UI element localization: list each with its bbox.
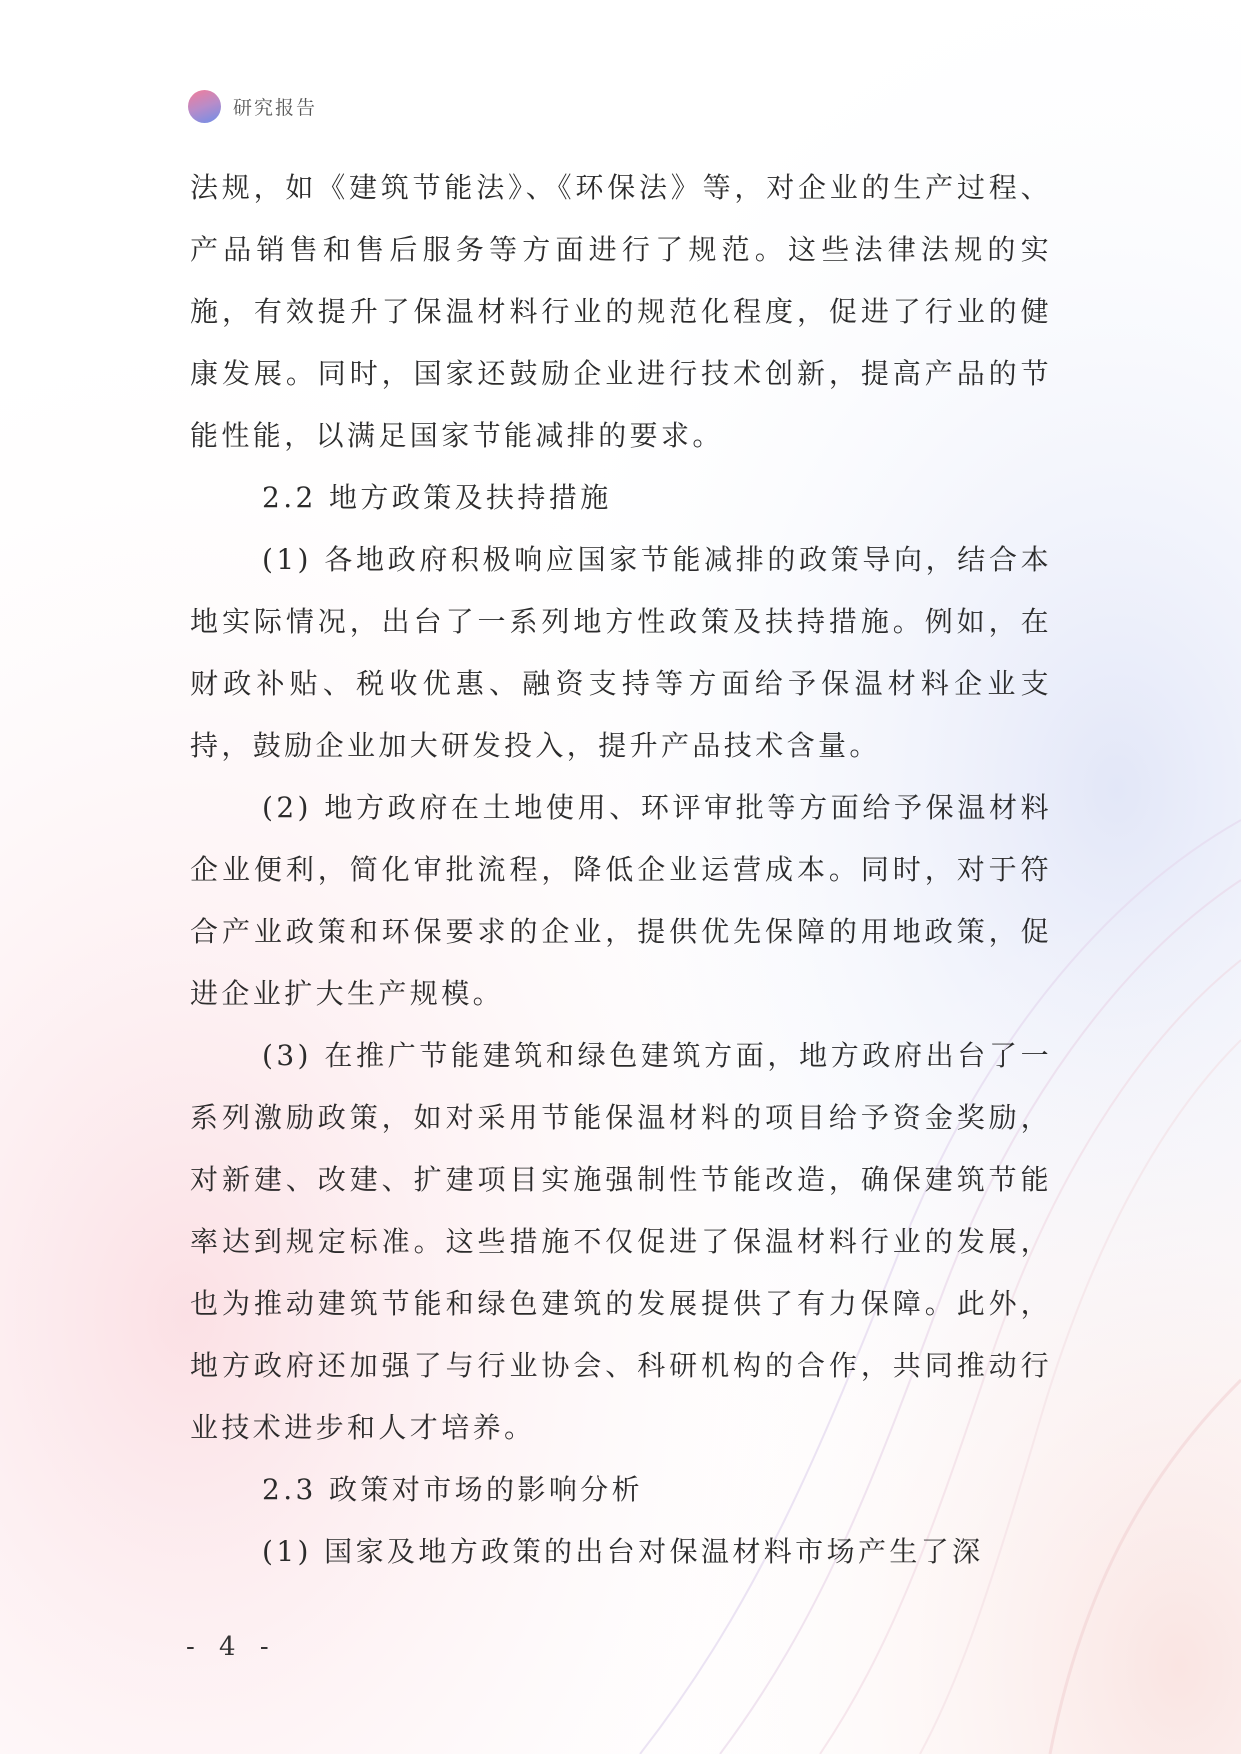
paragraph-local-policy-3: (3) 在推广节能建筑和绿色建筑方面，地方政府出台了一系列激励政策，如对采用节能保温材料的项目给予资金奖励，对新建、改建、扩建项目实施强制性节能改造，确保建筑节能率达到规定标准。这些措施不仅促进了保温材料行业的发展，也为推动建筑节能和绿色建筑的发展提供了有力保障。此外，地方政府还加强了与行业协会、科研机构的合作，共同推动行业技术进步和人才培养。 [190,1039,1052,1444]
report-header [188,88,317,124]
paragraph-local-policy-2: (2) 地方政府在土地使用、环评审批等方面给予保温材料企业便利，简化审批流程，降低企业运营成本。同时，对于符合产业政策和环保要求的企业，提供优先保障的用地政策，促进企业扩大生产规模。 [190,791,1052,1010]
header-title: 研究报告 [233,96,318,119]
paragraph-market-impact-1: (1) 国家及地方政策的出台对保温材料市场产生了深 [262,1535,984,1568]
page-number: - 4 - [186,1632,277,1662]
paragraph-local-policy-1: (1) 各地政府积极响应国家节能减排的政策导向，结合本地实际情况，出台了一系列地方性政策及扶持措施。例如，在财政补贴、税收优惠、融资支持等方面给予保温材料企业支持，鼓励企业加大研发投入，提升产品技术含量。 [190,543,1052,762]
logo-circle-icon [188,90,221,123]
section-heading-2-2: 2.2 地方政策及扶持措施 [262,481,612,514]
document-body [190,157,1052,1583]
paragraph-regulations: 法规，如《建筑节能法》、《环保法》等，对企业的生产过程、产品销售和售后服务等方面进行了规范。这些法律法规的实施，有效提升了保温材料行业的规范化程度，促进了行业的健康发展。同时，国家还鼓励企业进行技术创新，提高产品的节能性能，以满足国家节能减排的要求。 [190,171,1052,452]
section-heading-2-3: 2.3 政策对市场的影响分析 [262,1473,644,1506]
